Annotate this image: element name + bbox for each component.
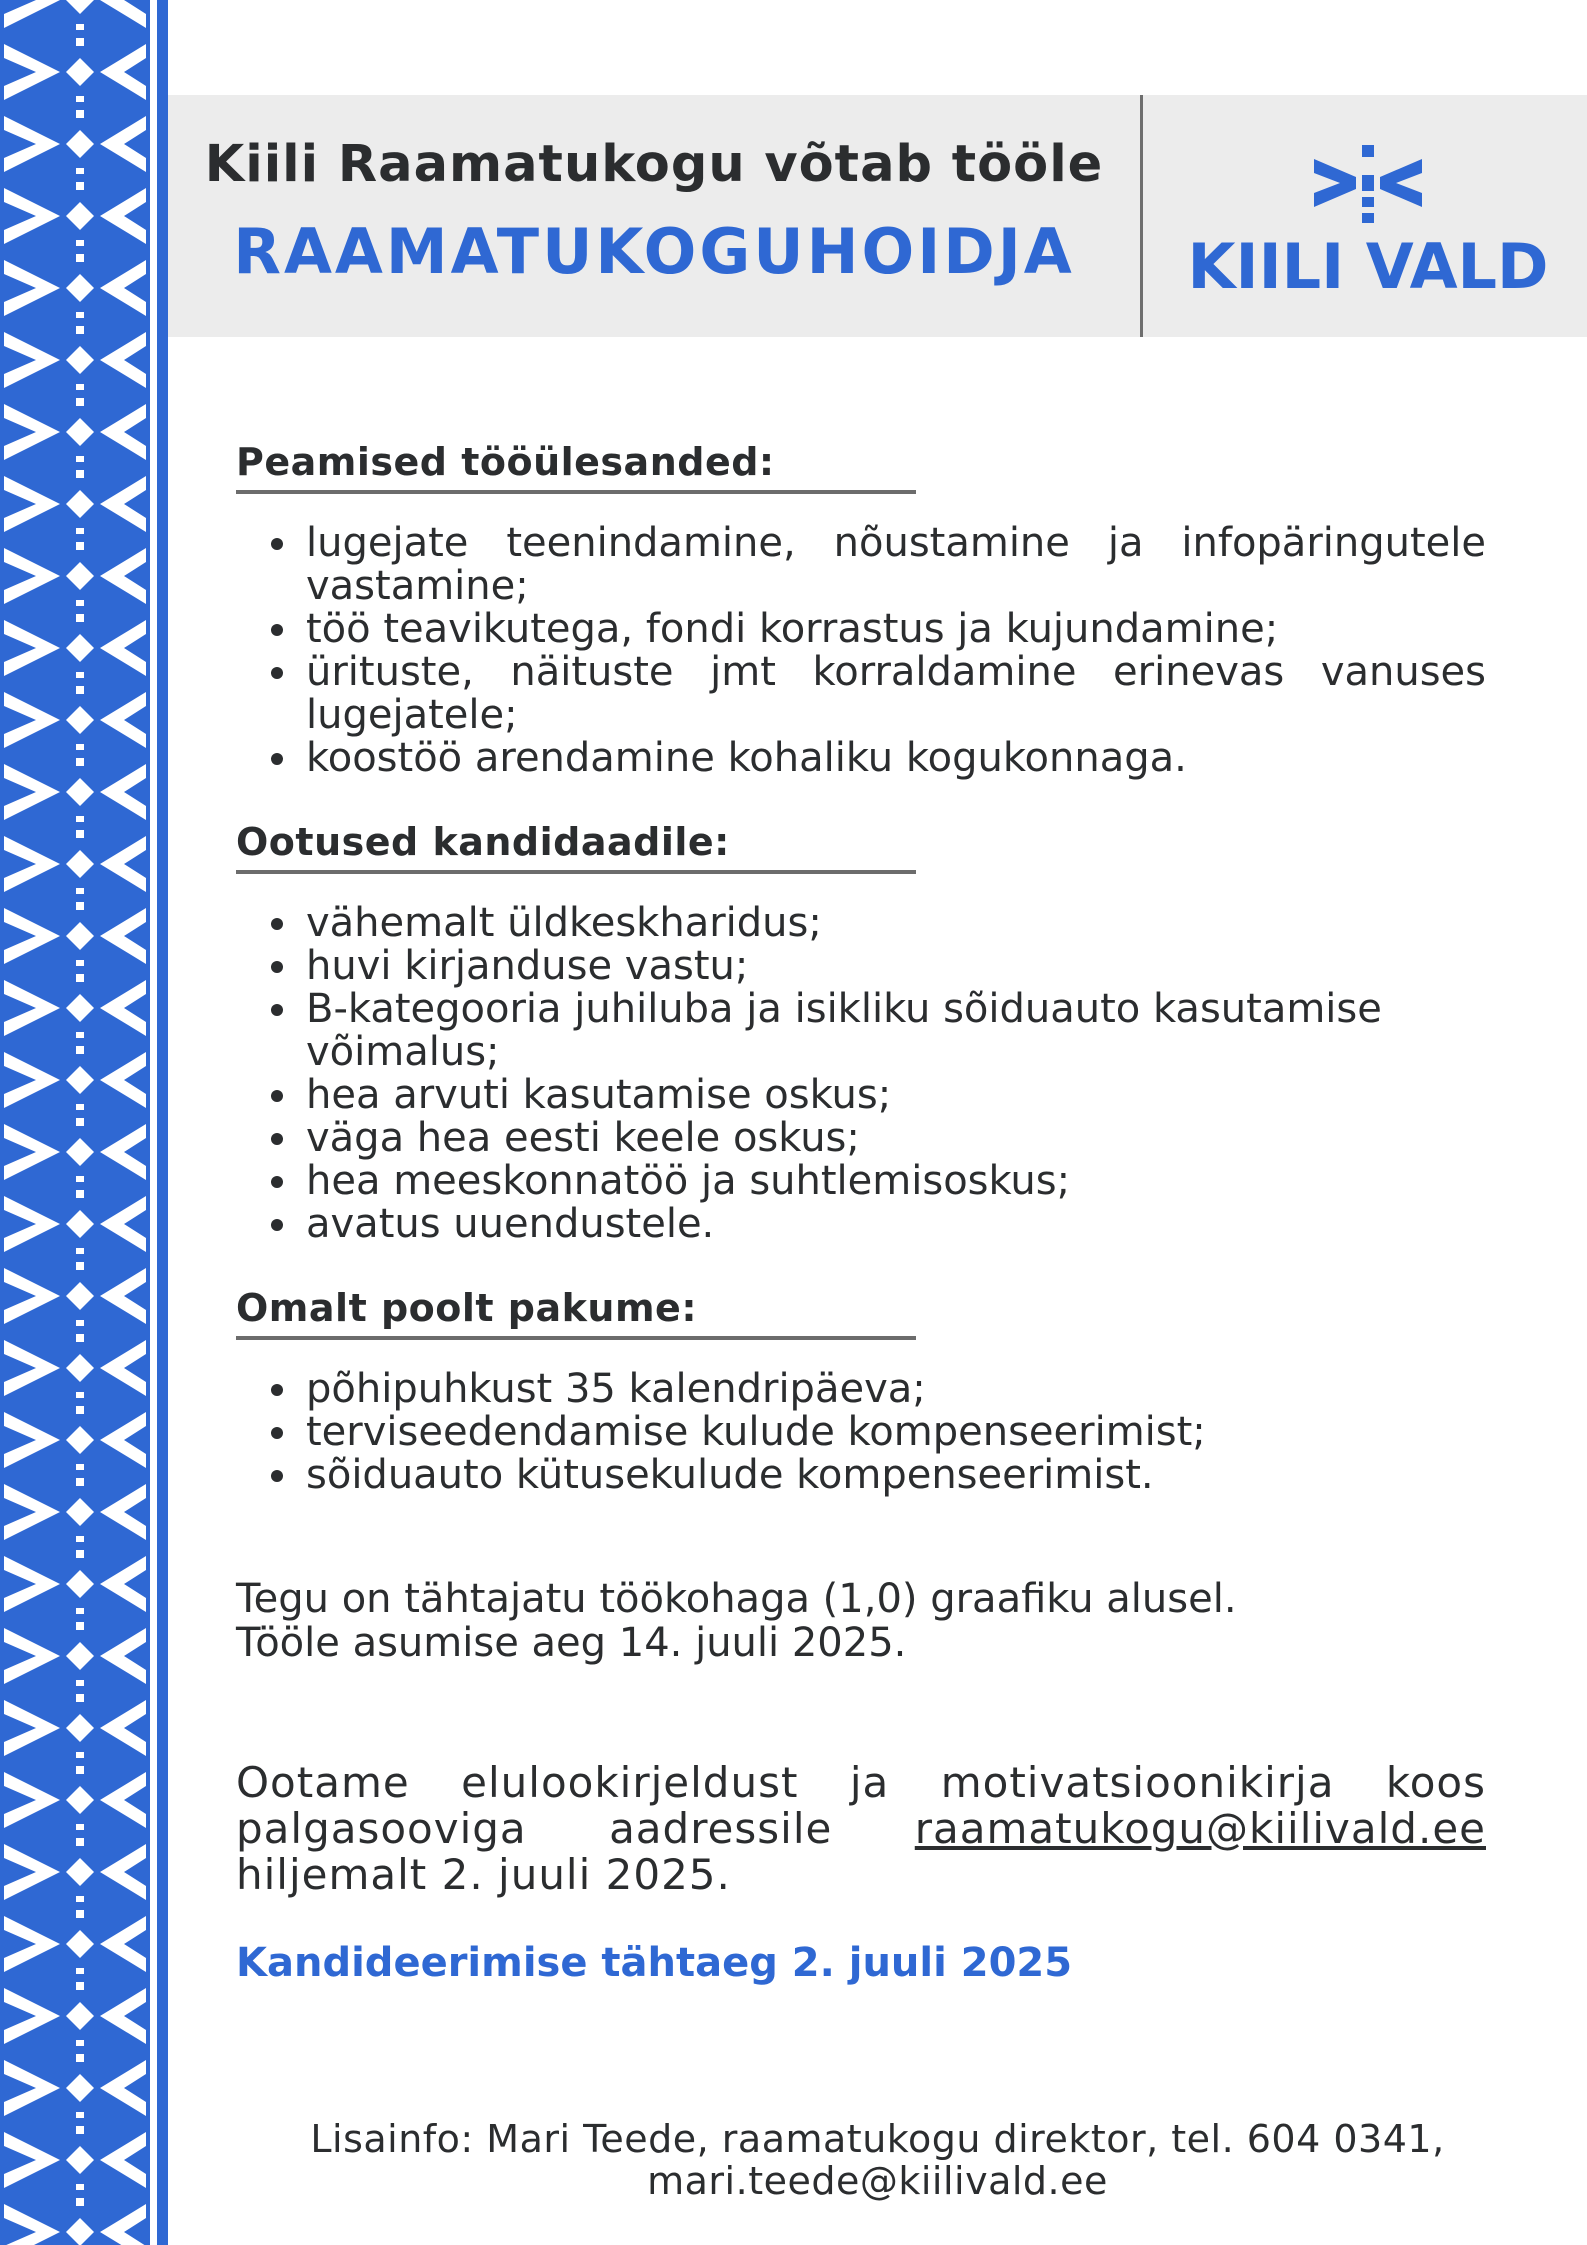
list-item: lugejate teenindamine, nõustamine ja infopäringutele vastamine; [236,522,1486,608]
terms-line-1: Tegu on tähtajatu töökohaga (1,0) graafiku alusel. [236,1576,1237,1622]
list-item: huvi kirjanduse vastu; [236,945,1486,988]
list-item: töö teavikutega, fondi korrastus ja kujundamine; [236,608,1486,651]
header-text-block [168,95,1140,337]
folk-ornament-border [0,0,168,2245]
dragonfly-logo-icon [1310,145,1426,225]
application-deadline: Kandideerimise tähtaeg 2. juuli 2025 [236,1940,1073,1986]
list-item: vähemalt üldkeskharidus; [236,902,1486,945]
list-item: väga hea eesti keele oskus; [236,1117,1486,1160]
list-item: avatus uuendustele. [236,1203,1486,1246]
list-item: sõiduauto kütusekulude kompenseerimist. [236,1454,1486,1497]
section-heading: Ootused kandidaadile: [236,820,916,874]
section-heading: Peamised tööülesanded: [236,440,916,494]
section-benefits [236,1286,1486,1497]
application-deadline-text: hiljemalt 2. juuli 2025. [236,1850,731,1899]
header-banner [168,95,1587,337]
contact-footer [168,2118,1587,2202]
section-expectations [236,820,1486,1246]
list-item: B-kategooria juhiluba ja isikliku sõiduauto kasutamise võimalus; [236,988,1486,1074]
application-instructions [236,1760,1486,1898]
list-item: hea meeskonnatöö ja suhtlemisoskus; [236,1160,1486,1203]
section-heading: Omalt poolt pakume: [236,1286,916,1340]
header-divider [1140,95,1143,337]
contact-email[interactable]: mari.teede@kiilivald.ee [647,2159,1108,2203]
kiili-vald-logo [1168,95,1568,337]
list-item: ürituste, näituste jmt korraldamine erinevas vanuses lugejatele; [236,651,1486,737]
terms-line-2: Tööle asumise aeg 14. juuli 2025. [236,1620,907,1666]
list-item: põhipuhkust 35 kalendripäeva; [236,1368,1486,1411]
list-item: hea arvuti kasutamise oskus; [236,1074,1486,1117]
benefits-list [236,1368,1486,1497]
logo-text: KIILI VALD [1187,230,1549,303]
main-content [236,440,1486,1986]
list-item: koostöö arendamine kohaliku kogukonnaga. [236,737,1486,780]
application-text: Ootame elulookirjeldust ja motivatsioonikirja koos palgasooviga aadressile [236,1758,1486,1853]
job-title: RAAMATUKOGUHOIDJA [233,215,1075,288]
contact-line-1: Lisainfo: Mari Teede, raamatukogu direktor, tel. 604 0341, [310,2117,1445,2161]
list-item: terviseedendamise kulude kompenseerimist; [236,1411,1486,1454]
section-duties [236,440,1486,780]
expectations-list [236,902,1486,1246]
header-title: Kiili Raamatukogu võtab tööle [204,135,1104,194]
duties-list [236,522,1486,780]
employment-terms [236,1577,1486,1665]
application-email-link[interactable]: raamatukogu@kiilivald.ee [914,1804,1486,1853]
